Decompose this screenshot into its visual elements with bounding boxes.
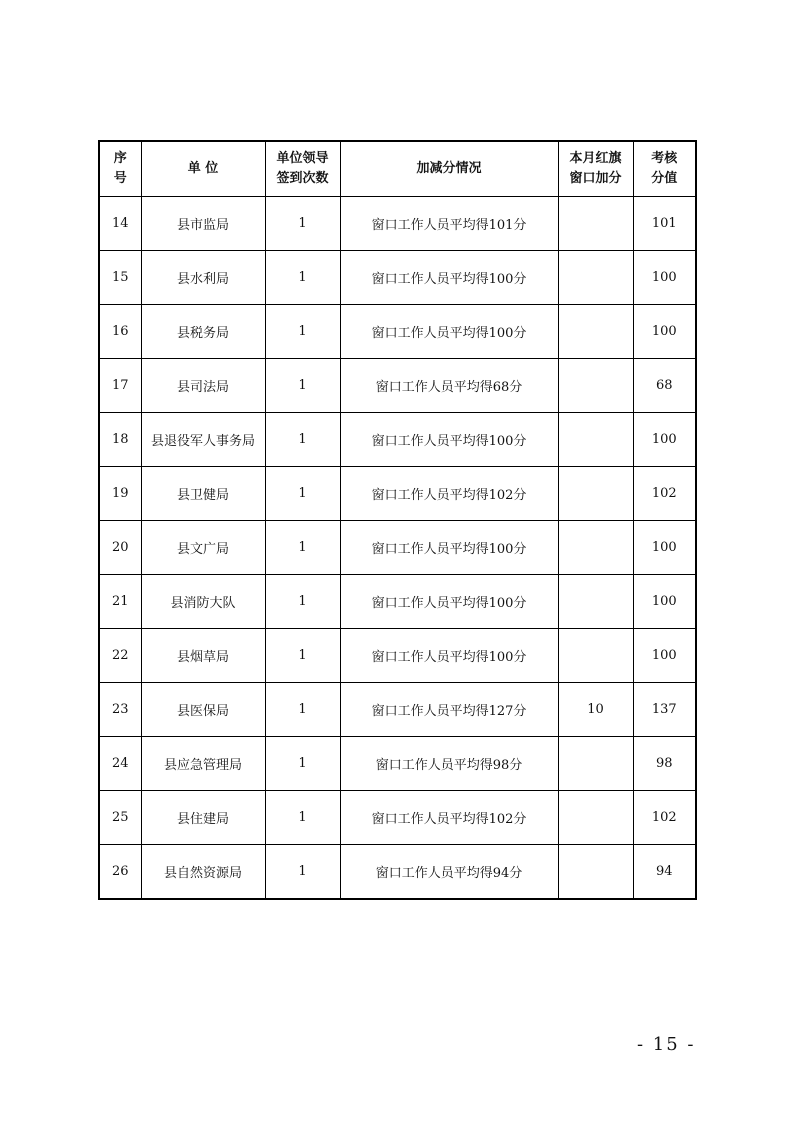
header-col-redflag: 本月红旗 窗口加分 — [558, 141, 633, 197]
header-col-unit: 单 位 — [141, 141, 265, 197]
cell-col-unit: 县退役军人事务局 — [141, 413, 265, 467]
cell-col-score: 100 — [633, 413, 696, 467]
cell-col-unit: 县卫健局 — [141, 467, 265, 521]
table-row — [99, 575, 696, 629]
cell-col-signin: 1 — [265, 737, 340, 791]
cell-col-score: 100 — [633, 521, 696, 575]
cell-col-seq: 23 — [99, 683, 141, 737]
cell-col-unit: 县司法局 — [141, 359, 265, 413]
table-row — [99, 251, 696, 305]
cell-col-signin: 1 — [265, 251, 340, 305]
cell-col-signin: 1 — [265, 467, 340, 521]
table-row — [99, 521, 696, 575]
cell-col-seq: 22 — [99, 629, 141, 683]
cell-col-unit: 县水利局 — [141, 251, 265, 305]
cell-col-signin: 1 — [265, 683, 340, 737]
cell-col-score: 100 — [633, 575, 696, 629]
header-col-seq: 序 号 — [99, 141, 141, 197]
cell-col-signin: 1 — [265, 413, 340, 467]
cell-col-signin: 1 — [265, 629, 340, 683]
cell-col-seq: 18 — [99, 413, 141, 467]
cell-col-redflag — [558, 791, 633, 845]
score-table — [98, 140, 697, 900]
cell-col-adjust: 窗口工作人员平均得98分 — [340, 737, 558, 791]
cell-col-redflag — [558, 467, 633, 521]
cell-col-signin: 1 — [265, 791, 340, 845]
cell-col-score: 100 — [633, 305, 696, 359]
cell-col-unit: 县市监局 — [141, 197, 265, 251]
cell-col-signin: 1 — [265, 359, 340, 413]
cell-col-signin: 1 — [265, 197, 340, 251]
cell-col-unit: 县消防大队 — [141, 575, 265, 629]
cell-col-seq: 17 — [99, 359, 141, 413]
cell-col-seq: 26 — [99, 845, 141, 900]
cell-col-score: 102 — [633, 791, 696, 845]
cell-col-signin: 1 — [265, 521, 340, 575]
cell-col-score: 102 — [633, 467, 696, 521]
cell-col-redflag — [558, 305, 633, 359]
cell-col-unit: 县医保局 — [141, 683, 265, 737]
cell-col-redflag — [558, 413, 633, 467]
cell-col-adjust: 窗口工作人员平均得102分 — [340, 791, 558, 845]
cell-col-seq: 19 — [99, 467, 141, 521]
cell-col-adjust: 窗口工作人员平均得100分 — [340, 305, 558, 359]
cell-col-adjust: 窗口工作人员平均得102分 — [340, 467, 558, 521]
cell-col-adjust: 窗口工作人员平均得100分 — [340, 521, 558, 575]
cell-col-seq: 15 — [99, 251, 141, 305]
table-row — [99, 197, 696, 251]
table-row — [99, 305, 696, 359]
header-row — [99, 141, 696, 197]
cell-col-redflag — [558, 197, 633, 251]
cell-col-unit: 县自然资源局 — [141, 845, 265, 900]
table-row — [99, 737, 696, 791]
table-row — [99, 629, 696, 683]
cell-col-score: 100 — [633, 251, 696, 305]
cell-col-signin: 1 — [265, 575, 340, 629]
cell-col-redflag — [558, 737, 633, 791]
table-row — [99, 845, 696, 900]
cell-col-redflag — [558, 575, 633, 629]
cell-col-unit: 县烟草局 — [141, 629, 265, 683]
cell-col-unit: 县税务局 — [141, 305, 265, 359]
cell-col-adjust: 窗口工作人员平均得100分 — [340, 629, 558, 683]
cell-col-seq: 24 — [99, 737, 141, 791]
cell-col-signin: 1 — [265, 845, 340, 900]
cell-col-redflag — [558, 251, 633, 305]
cell-col-redflag: 10 — [558, 683, 633, 737]
table-body — [99, 197, 696, 900]
cell-col-seq: 20 — [99, 521, 141, 575]
cell-col-adjust: 窗口工作人员平均得101分 — [340, 197, 558, 251]
header-col-score: 考核 分值 — [633, 141, 696, 197]
table-row — [99, 683, 696, 737]
cell-col-score: 101 — [633, 197, 696, 251]
header-col-signin: 单位领导 签到次数 — [265, 141, 340, 197]
cell-col-unit: 县文广局 — [141, 521, 265, 575]
cell-col-seq: 16 — [99, 305, 141, 359]
table-row — [99, 467, 696, 521]
cell-col-seq: 25 — [99, 791, 141, 845]
cell-col-redflag — [558, 629, 633, 683]
cell-col-redflag — [558, 845, 633, 900]
cell-col-redflag — [558, 521, 633, 575]
cell-col-unit: 县住建局 — [141, 791, 265, 845]
cell-col-adjust: 窗口工作人员平均得100分 — [340, 575, 558, 629]
cell-col-adjust: 窗口工作人员平均得94分 — [340, 845, 558, 900]
cell-col-score: 137 — [633, 683, 696, 737]
cell-col-signin: 1 — [265, 305, 340, 359]
table-row — [99, 413, 696, 467]
cell-col-seq: 14 — [99, 197, 141, 251]
page-number: - 15 - — [637, 1034, 696, 1055]
cell-col-score: 98 — [633, 737, 696, 791]
cell-col-adjust: 窗口工作人员平均得68分 — [340, 359, 558, 413]
cell-col-unit: 县应急管理局 — [141, 737, 265, 791]
cell-col-redflag — [558, 359, 633, 413]
cell-col-score: 68 — [633, 359, 696, 413]
header-col-adjust: 加减分情况 — [340, 141, 558, 197]
cell-col-score: 100 — [633, 629, 696, 683]
cell-col-adjust: 窗口工作人员平均得100分 — [340, 413, 558, 467]
table-row — [99, 359, 696, 413]
cell-col-score: 94 — [633, 845, 696, 900]
cell-col-seq: 21 — [99, 575, 141, 629]
cell-col-adjust: 窗口工作人员平均得127分 — [340, 683, 558, 737]
cell-col-adjust: 窗口工作人员平均得100分 — [340, 251, 558, 305]
table-row — [99, 791, 696, 845]
